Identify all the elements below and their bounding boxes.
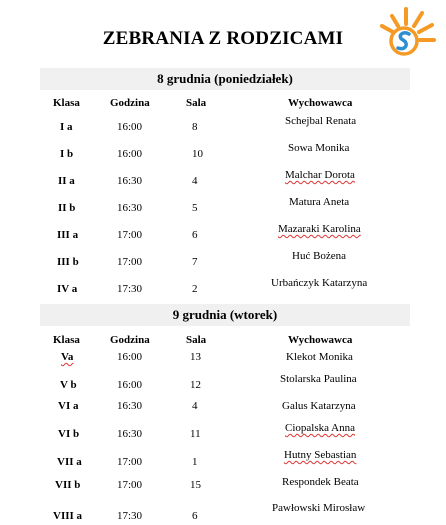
cell-godzina: 17:30 [117, 510, 143, 522]
cell-godzina: 16:30 [117, 202, 143, 214]
column-header-godzina: Godzina [110, 334, 150, 346]
surname: Hutny Sebastian [284, 449, 357, 461]
cell-godzina: 16:00 [117, 351, 143, 363]
cell-sala: 15 [190, 479, 201, 491]
cell-sala: 10 [192, 148, 203, 160]
cell-wychowawca: Stolarska Paulina [280, 373, 357, 385]
cell-godzina: 16:00 [117, 121, 143, 133]
cell-sala: 6 [192, 229, 198, 241]
cell-sala: 13 [190, 351, 201, 363]
cell-klasa: VIII a [53, 510, 83, 522]
cell-klasa: VI a [58, 400, 79, 412]
column-header-sala: Sala [186, 334, 207, 346]
cell-klasa: I a [60, 121, 73, 133]
cell-sala: 4 [192, 175, 198, 187]
column-header-klasa: Klasa [53, 97, 80, 109]
cell-wychowawca: Sowa Monika [288, 142, 350, 154]
cell-klasa: VII a [57, 456, 82, 468]
cell-klasa: I b [60, 148, 74, 160]
column-header-sala: Sala [186, 97, 207, 109]
cell-klasa: III a [57, 229, 79, 241]
column-header-godzina: Godzina [110, 97, 150, 109]
cell-wychowawca: Respondek Beata [282, 476, 359, 488]
cell-godzina: 17:30 [117, 283, 143, 295]
cell-wychowawca: Mazaraki Karolina [278, 223, 361, 235]
cell-sala: 12 [190, 379, 201, 391]
cell-klasa: II b [58, 202, 76, 214]
cell-godzina: 17:00 [117, 456, 143, 468]
page-title: ZEBRANIA Z RODZICAMI [102, 28, 344, 49]
cell-godzina: 16:30 [117, 428, 143, 440]
cell-klasa: II a [58, 175, 75, 187]
sun-logo-icon [376, 4, 436, 62]
cell-wychowawca: Pawłowski Mirosław [272, 502, 366, 514]
cell-klasa: IV a [57, 283, 78, 295]
cell-godzina: 16:30 [117, 400, 143, 412]
cell-sala: 2 [192, 283, 198, 295]
cell-klasa: V b [60, 379, 77, 391]
day-heading: 8 grudnia (poniedziałek) [40, 68, 410, 90]
cell-wychowawca: Ciopalska Anna [285, 422, 355, 434]
cell-wychowawca: Huć Bożena [292, 250, 347, 262]
cell-sala: 4 [192, 400, 198, 412]
cell-wychowawca: Schejbal Renata [285, 115, 357, 127]
cell-wychowawca: Urbańczyk Katarzyna [271, 277, 368, 289]
cell-wychowawca [284, 449, 356, 461]
cell-godzina: 17:00 [117, 479, 143, 491]
cell-sala: 8 [192, 121, 198, 133]
cell-sala: 11 [190, 428, 201, 440]
cell-wychowawca: Matura Aneta [289, 196, 350, 208]
column-header-klasa: Klasa [53, 334, 80, 346]
cell-wychowawca: Malchar Dorota [285, 169, 355, 181]
cell-godzina: 16:00 [117, 148, 143, 160]
cell-klasa: Va [61, 351, 74, 363]
cell-klasa: VII b [55, 479, 81, 491]
cell-wychowawca: Galus Katarzyna [282, 400, 356, 412]
cell-godzina: 17:00 [117, 229, 143, 241]
day-heading: 9 grudnia (wtorek) [40, 304, 410, 326]
cell-sala: 7 [192, 256, 198, 268]
cell-godzina: 16:00 [117, 379, 143, 391]
column-header-wychowawca: Wychowawca [288, 97, 353, 109]
cell-sala: 6 [192, 510, 198, 522]
cell-klasa: III b [57, 256, 79, 268]
cell-wychowawca: Klekot Monika [286, 351, 353, 363]
cell-sala: 1 [192, 456, 198, 468]
cell-godzina: 17:00 [117, 256, 143, 268]
column-header-wychowawca: Wychowawca [288, 334, 353, 346]
cell-sala: 5 [192, 202, 198, 214]
cell-godzina: 16:30 [117, 175, 143, 187]
cell-klasa: VI b [58, 428, 80, 440]
